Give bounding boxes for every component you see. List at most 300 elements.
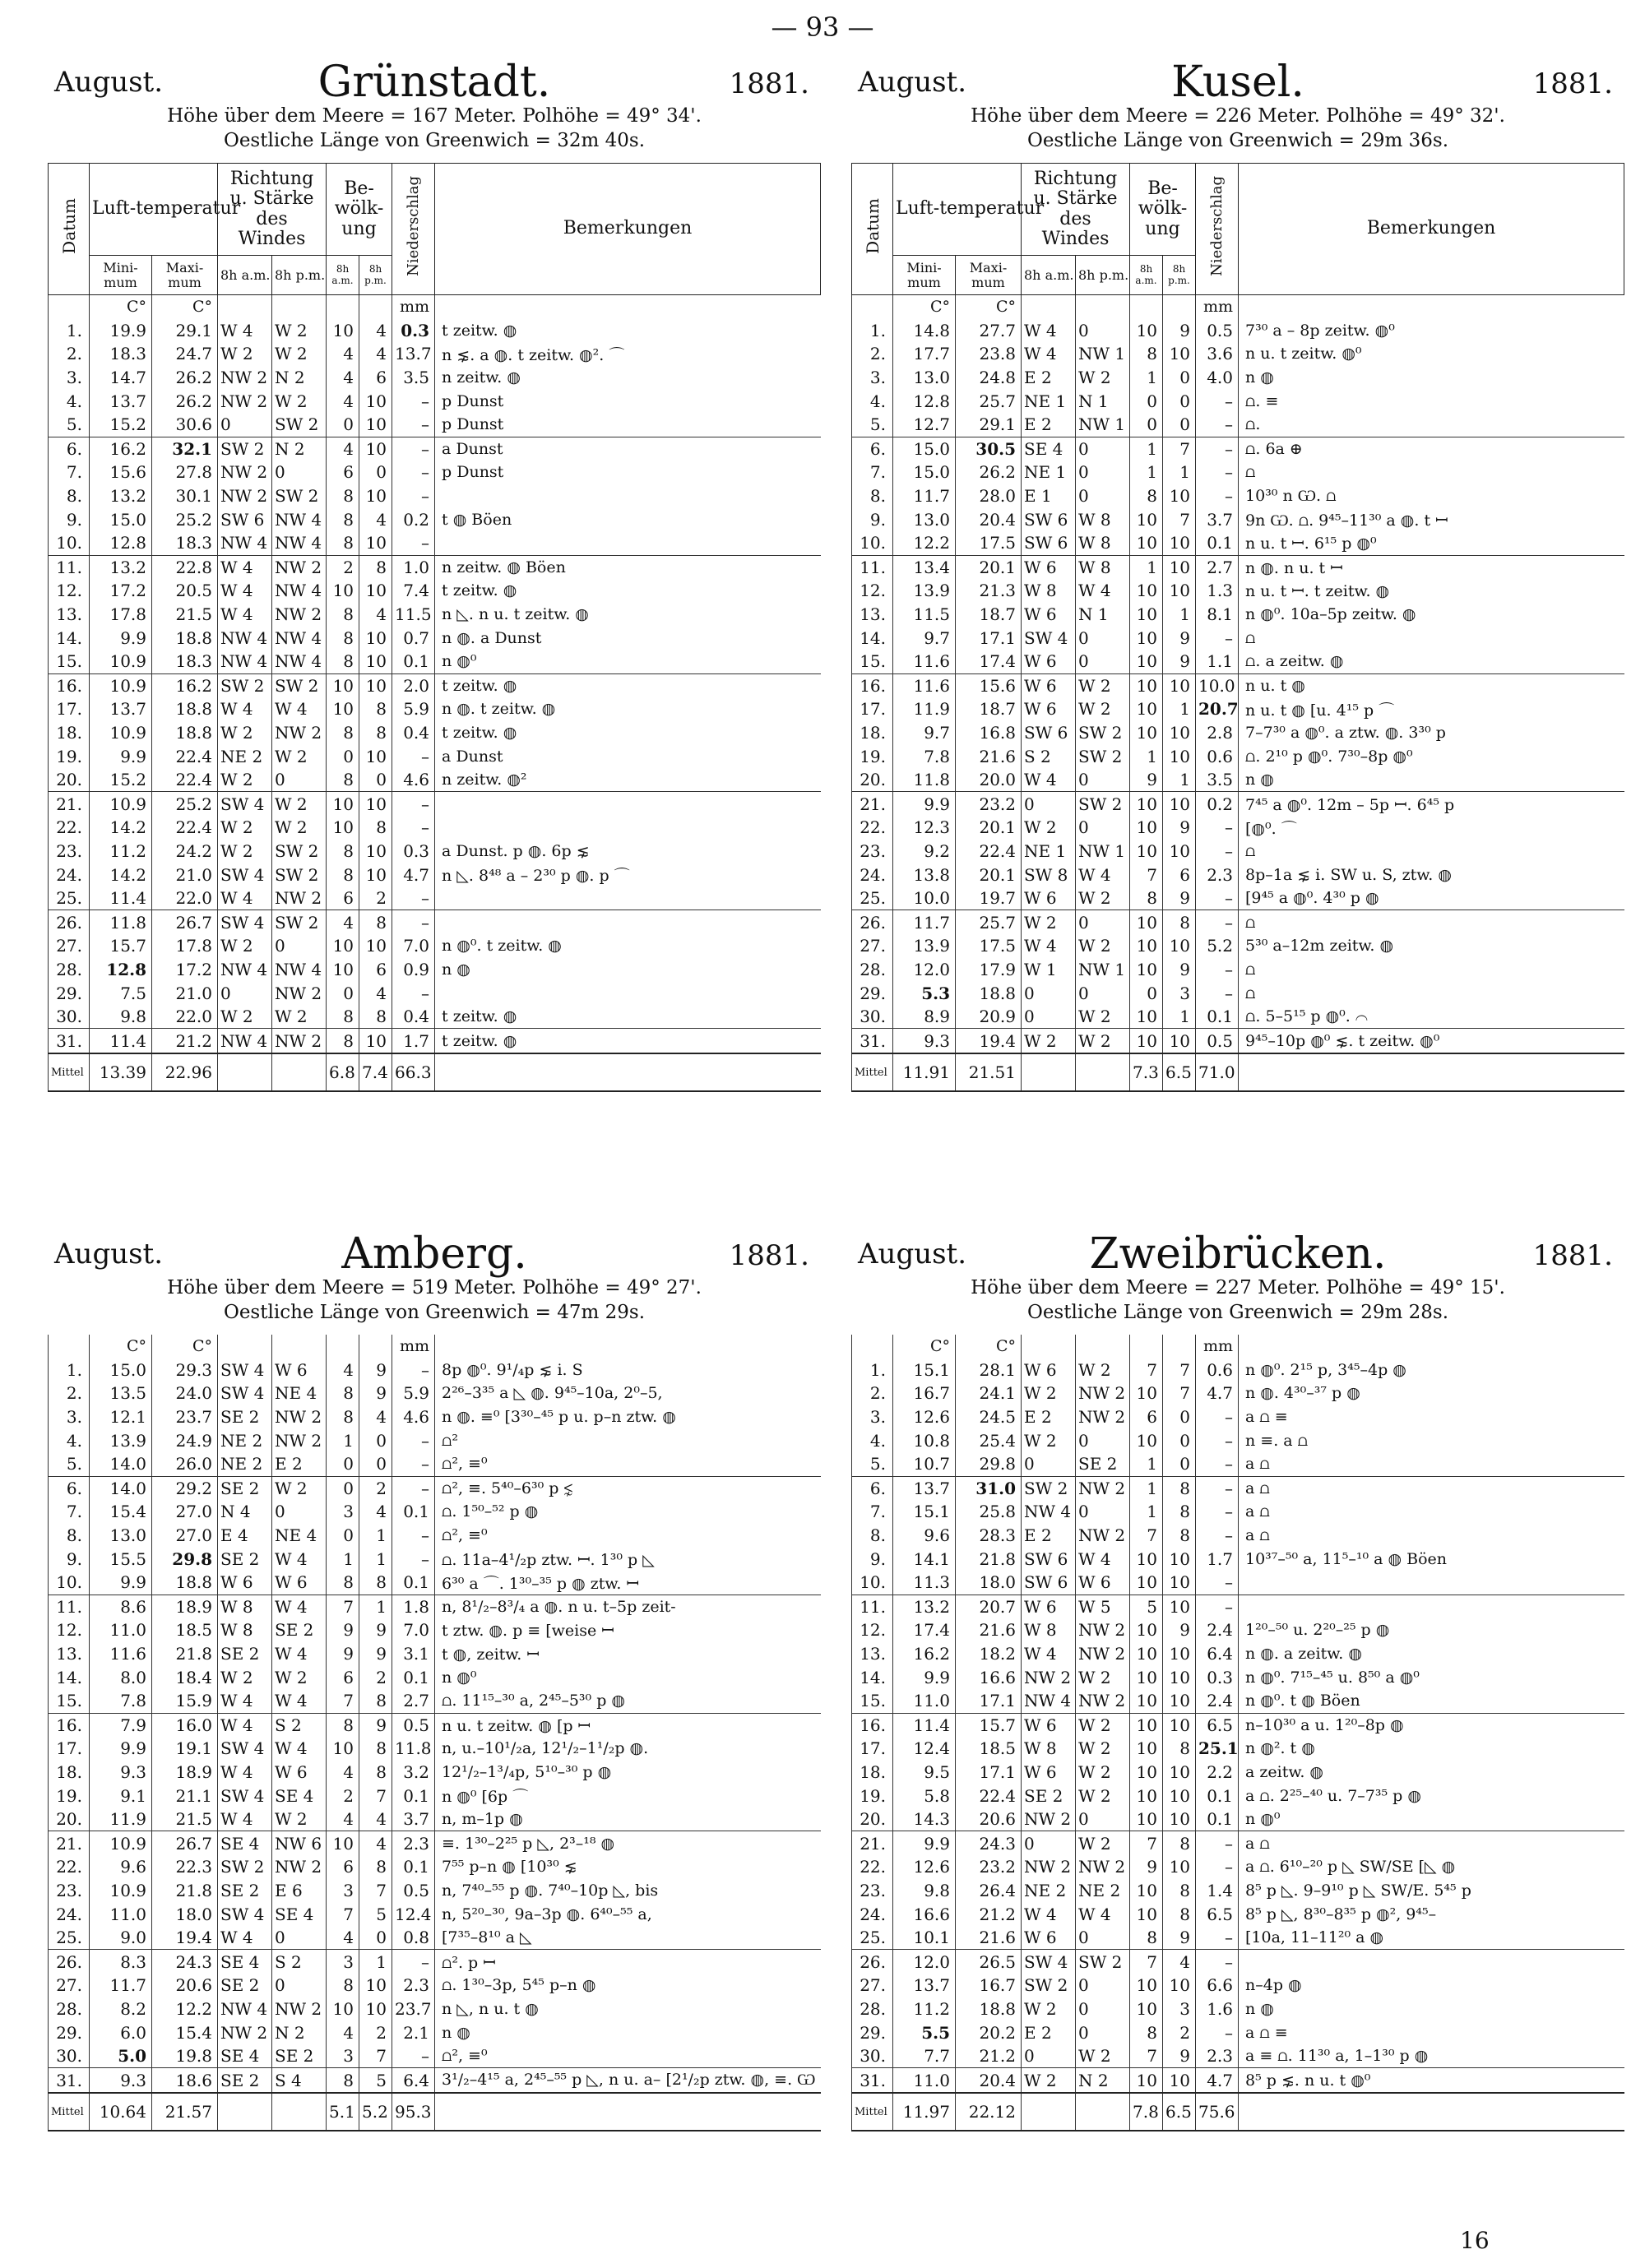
precip-cell: –	[1196, 1595, 1239, 1618]
min-temp-cell: 11.8	[893, 768, 956, 792]
table-row	[49, 437, 821, 461]
cloud-am-cell: 10	[1130, 1997, 1163, 2021]
day-cell: 18.	[852, 1761, 893, 1784]
day-cell: 8.	[852, 484, 893, 508]
unit-celsius: C°	[90, 1335, 152, 1358]
precip-cell: –	[392, 792, 435, 816]
cloud-pm-cell: 4	[1163, 1950, 1196, 1974]
cloud-pm-cell: 10	[359, 1997, 392, 2021]
min-temp-cell: 12.6	[893, 1405, 956, 1429]
weather-table	[48, 1335, 821, 2131]
table-row	[852, 1713, 1625, 1737]
min-temp-cell: 17.2	[90, 579, 152, 603]
wind-pm-cell: NW 2	[272, 886, 327, 910]
table-row	[49, 579, 821, 603]
station-longitude: Oestliche Länge von Greenwich = 29m 28s.	[1026, 1302, 1449, 1323]
cloud-pm-cell: 10	[1163, 531, 1196, 555]
wind-pm-cell: NW 2	[272, 1855, 327, 1879]
remark-cell: a zeitw. ◍	[1239, 1761, 1625, 1784]
table-row	[49, 626, 821, 650]
wind-pm-cell: W 5	[1076, 1595, 1130, 1618]
day-cell: 22.	[49, 1855, 90, 1879]
table-row	[49, 1571, 822, 1595]
max-temp-cell: 20.4	[956, 2068, 1022, 2093]
table-row	[852, 840, 1624, 863]
cloud-am-cell: 10	[1130, 697, 1163, 721]
day-cell: 26.	[852, 910, 893, 934]
day-cell: 27.	[852, 934, 893, 958]
cloud-am-cell: 10	[1130, 1713, 1163, 1737]
wind-pm-cell: NW 4	[272, 579, 327, 603]
precip-cell: 1.8	[392, 1595, 435, 1618]
precip-cell: 10.0	[1196, 673, 1239, 697]
precip-cell: 1.3	[1196, 579, 1239, 603]
max-temp-cell: 17.5	[956, 934, 1022, 958]
max-temp-cell: 29.3	[152, 1358, 218, 1382]
day-cell: 15.	[49, 1689, 90, 1713]
day-cell: 21.	[49, 792, 90, 816]
wind-am-cell: 0	[1022, 1452, 1076, 1476]
wind-am-cell: SW 6	[1022, 1571, 1076, 1595]
cloud-am-cell: 10	[1130, 1571, 1163, 1595]
cloud-pm-cell: 10	[359, 1974, 392, 1997]
day-cell: 18.	[852, 721, 893, 745]
remark-cell: n ◍⁰. 10a–5p zeitw. ◍	[1239, 603, 1624, 627]
min-temp-cell: 12.3	[893, 816, 956, 840]
cloud-pm-cell: 4	[359, 507, 392, 531]
cloud-pm-cell: 0	[359, 461, 392, 484]
table-row	[49, 721, 821, 745]
remark-cell: a ⩍ ≡	[1239, 2020, 1625, 2044]
remark-cell: 8⁵ p ◺, 8³⁰–8³⁵ p ◍², 9⁴⁵–	[1239, 1902, 1625, 1926]
wind-am-cell: NW 2	[218, 2020, 272, 2044]
cloud-am-cell: 10	[1130, 1902, 1163, 1926]
cloud-pm-cell: 2	[1163, 2020, 1196, 2044]
min-temp-cell: 10.9	[90, 673, 152, 697]
cloud-am-cell: 7	[1130, 1358, 1163, 1382]
cloud-pm-cell: 1	[359, 1547, 392, 1571]
min-temp-cell: 14.0	[90, 1476, 152, 1500]
cloud-pm-cell: 9	[1163, 650, 1196, 673]
precip-cell: –	[392, 1524, 435, 1548]
wind-pm-cell: W 4	[272, 697, 327, 721]
precip-cell: –	[392, 2044, 435, 2068]
day-cell: 1.	[49, 1358, 90, 1382]
wind-am-cell: W 6	[1022, 1713, 1076, 1737]
day-cell: 22.	[852, 1855, 893, 1879]
precip-cell: 2.7	[392, 1689, 435, 1713]
cloud-am-cell: 10	[1130, 1005, 1163, 1029]
min-temp-cell: 12.8	[90, 958, 152, 982]
cloud-am-cell: 0	[1130, 413, 1163, 437]
wind-am-cell: SE 4	[218, 1831, 272, 1855]
wind-am-cell: NE 1	[1022, 461, 1076, 484]
remark-cell: 8⁵ p ⋦. n u. t ◍⁰	[1239, 2068, 1625, 2093]
remark-cell	[1239, 1595, 1625, 1618]
max-temp-cell: 17.8	[152, 934, 218, 958]
col-wind: Richtung u. Stärke des Windes	[1022, 164, 1130, 256]
max-temp-cell: 18.8	[956, 1997, 1022, 2021]
cloud-am-cell: 10	[1130, 2068, 1163, 2093]
wind-pm-cell: 0	[272, 768, 327, 792]
wind-pm-cell: W 2	[272, 1476, 327, 1500]
wind-am-cell: NW 4	[218, 1029, 272, 1053]
precip-cell: 12.4	[392, 1902, 435, 1926]
wind-pm-cell: SW 2	[272, 484, 327, 508]
min-temp-cell: 13.2	[893, 1595, 956, 1618]
table-row	[852, 886, 1624, 910]
remark-cell: n ◍. n u. t ꟷ	[1239, 555, 1624, 579]
wind-am-cell: SW 4	[218, 863, 272, 886]
min-temp-cell: 11.4	[90, 886, 152, 910]
precip-cell: 0.1	[1196, 1784, 1239, 1807]
month-label: August.	[858, 1238, 967, 1271]
cloud-am-cell: 9	[1130, 768, 1163, 792]
table-row	[49, 650, 821, 673]
cloud-pm-cell: 10	[1163, 744, 1196, 768]
wind-pm-cell: W 8	[1076, 555, 1130, 579]
max-temp-cell: 20.0	[956, 768, 1022, 792]
table-row	[852, 507, 1624, 531]
wind-pm-cell: W 2	[1076, 1713, 1130, 1737]
wind-am-cell: SE 2	[218, 1642, 272, 1666]
wind-pm-cell: NW 2	[272, 603, 327, 627]
day-cell: 30.	[852, 1005, 893, 1029]
wind-am-cell: NW 4	[218, 650, 272, 673]
wind-pm-cell: SW 2	[272, 910, 327, 934]
table-row	[49, 1029, 821, 1053]
max-temp-cell: 19.4	[152, 1926, 218, 1950]
cloud-pm-cell: 10	[1163, 673, 1196, 697]
wind-pm-cell: W 2	[272, 744, 327, 768]
cloud-pm-cell: 10	[1163, 840, 1196, 863]
precip-cell: 0.5	[1196, 319, 1239, 343]
min-temp-cell: 5.3	[893, 981, 956, 1005]
wind-am-cell: W 2	[1022, 1029, 1076, 1053]
wind-am-cell: NW 4	[218, 531, 272, 555]
cloud-am-cell: 8	[327, 721, 359, 745]
col-wind: Richtung u. Stärke des Windes	[218, 164, 327, 256]
col-bew-am: 8h a.m.	[1130, 256, 1163, 295]
min-temp-cell: 7.5	[90, 981, 152, 1005]
max-temp-cell: 21.6	[956, 744, 1022, 768]
remark-cell: [◍⁰. ⌒	[1239, 816, 1624, 840]
day-cell: 5.	[852, 413, 893, 437]
max-temp-cell: 28.3	[956, 1524, 1022, 1548]
remark-cell: a Dunst. p ◍. 6p ⋦	[435, 840, 821, 863]
max-temp-cell: 22.0	[152, 1005, 218, 1029]
max-temp-cell: 22.4	[956, 1784, 1022, 1807]
cloud-pm-cell: 8	[359, 555, 392, 579]
day-cell: 14.	[852, 626, 893, 650]
station-elevation: Höhe über dem Meere = 167 Meter. Polhöhe = 49° 34'.	[167, 105, 702, 127]
min-temp-cell: 13.0	[90, 1524, 152, 1548]
min-temp-cell: 7.7	[893, 2044, 956, 2068]
wind-am-cell: W 6	[1022, 697, 1076, 721]
remark-cell: ⩍. 6a ⊕	[1239, 437, 1624, 461]
day-cell: 9.	[49, 507, 90, 531]
remark-cell: 6³⁰ a ⌒. 1³⁰–³⁵ p ◍ ztw. ꟷ	[435, 1571, 822, 1595]
col-luft: Luft-temperatur	[893, 164, 1022, 256]
min-temp-cell: 15.1	[893, 1500, 956, 1524]
cloud-am-cell: 7	[1130, 863, 1163, 886]
cloud-am-cell: 10	[327, 958, 359, 982]
mean-remark-cell	[435, 1053, 821, 1091]
min-temp-cell: 8.2	[90, 1997, 152, 2021]
unit-celsius: C°	[152, 295, 218, 319]
unit-celsius: C°	[90, 295, 152, 319]
cloud-pm-cell: 10	[1163, 1689, 1196, 1713]
day-cell: 3.	[852, 1405, 893, 1429]
max-temp-cell: 21.6	[956, 1618, 1022, 1642]
min-temp-cell: 16.7	[893, 1382, 956, 1405]
table-row	[49, 2020, 822, 2044]
cloud-am-cell: 7	[1130, 2044, 1163, 2068]
day-cell: 7.	[49, 1500, 90, 1524]
min-temp-cell: 13.0	[893, 507, 956, 531]
min-temp-cell: 11.2	[893, 1997, 956, 2021]
cloud-pm-cell: 10	[359, 863, 392, 886]
precip-cell: 4.0	[1196, 366, 1239, 390]
remark-cell: 8⁵ p ◺. 9–9¹⁰ p ◺ SW/E. 5⁴⁵ p	[1239, 1879, 1625, 1903]
precip-cell: 6.4	[1196, 1642, 1239, 1666]
min-temp-cell: 13.7	[90, 389, 152, 413]
max-temp-cell: 18.0	[152, 1902, 218, 1926]
cloud-pm-cell: 10	[1163, 1761, 1196, 1784]
cloud-am-cell: 10	[1130, 1784, 1163, 1807]
table-row	[852, 1547, 1625, 1571]
wind-pm-cell: W 4	[272, 1595, 327, 1618]
max-temp-cell: 15.4	[152, 2020, 218, 2044]
day-cell: 12.	[49, 1618, 90, 1642]
wind-pm-cell: S 2	[272, 1713, 327, 1737]
precip-cell: 0.5	[392, 1713, 435, 1737]
max-temp-cell: 18.2	[956, 1642, 1022, 1666]
cloud-pm-cell: 0	[1163, 389, 1196, 413]
min-temp-cell: 13.9	[893, 579, 956, 603]
cloud-pm-cell: 10	[359, 579, 392, 603]
wind-am-cell: SW 4	[218, 792, 272, 816]
min-temp-cell: 9.9	[893, 1831, 956, 1855]
table-row	[49, 342, 821, 366]
table-row	[49, 1642, 822, 1666]
wind-pm-cell: W 2	[272, 1005, 327, 1029]
month-label: August.	[54, 1238, 164, 1271]
cloud-pm-cell: 0	[1163, 1452, 1196, 1476]
day-cell: 31.	[49, 2068, 90, 2093]
cloud-am-cell: 8	[327, 2068, 359, 2093]
day-cell: 23.	[852, 1879, 893, 1903]
cloud-am-cell: 10	[1130, 1737, 1163, 1761]
wind-am-cell: NE 1	[1022, 389, 1076, 413]
precip-cell: 3.2	[392, 1761, 435, 1784]
precip-cell: –	[392, 1950, 435, 1974]
remark-cell: t zeitw. ◍	[435, 1029, 821, 1053]
remark-cell: ⩍². p ꟷ	[435, 1950, 822, 1974]
wind-pm-cell: W 4	[1076, 579, 1130, 603]
table-row	[852, 1358, 1625, 1382]
col-bew: Be-wölk-ung	[327, 164, 392, 256]
cloud-pm-cell: 9	[359, 1642, 392, 1666]
remark-cell: [9⁴⁵ a ◍⁰. 4³⁰ p ◍	[1239, 886, 1624, 910]
min-temp-cell: 9.3	[90, 1761, 152, 1784]
wind-pm-cell: 0	[1076, 1428, 1130, 1452]
mean-min-temp-cell: 11.91	[893, 1053, 956, 1091]
remark-cell: n, m–1p ◍	[435, 1807, 822, 1831]
table-row	[49, 1807, 822, 1831]
wind-pm-cell: NW 4	[272, 507, 327, 531]
max-temp-cell: 19.7	[956, 886, 1022, 910]
cloud-pm-cell: 0	[359, 1428, 392, 1452]
remark-cell: a Dunst	[435, 744, 821, 768]
cloud-am-cell: 4	[327, 1761, 359, 1784]
cloud-pm-cell: 2	[359, 886, 392, 910]
cloud-pm-cell: 8	[1163, 1737, 1196, 1761]
max-temp-cell: 31.0	[956, 1476, 1022, 1500]
max-temp-cell: 16.8	[956, 721, 1022, 745]
cloud-am-cell: 0	[327, 981, 359, 1005]
table-row	[49, 1855, 822, 1879]
remark-cell: n ◍⁰. t ◍ Böen	[1239, 1689, 1625, 1713]
precip-cell: –	[1196, 1405, 1239, 1429]
min-temp-cell: 11.0	[893, 2068, 956, 2093]
remark-cell: t zeitw. ◍	[435, 1005, 821, 1029]
mean-row	[852, 2093, 1625, 2131]
wind-pm-cell: W 2	[1076, 1665, 1130, 1689]
wind-pm-cell: NW 2	[272, 1428, 327, 1452]
table-row	[49, 2068, 822, 2093]
cloud-am-cell: 3	[327, 1950, 359, 1974]
max-temp-cell: 22.4	[152, 816, 218, 840]
remark-cell: n ◍	[1239, 768, 1624, 792]
table-row	[49, 1926, 822, 1950]
remark-cell: ⩍. 11a–4¹/₂p ztw. ꟷ. 1³⁰ p ◺	[435, 1547, 822, 1571]
table-row	[852, 1974, 1625, 1997]
wind-pm-cell: W 2	[1076, 1029, 1130, 1053]
station-elevation: Höhe über dem Meere = 519 Meter. Polhöhe = 49° 27'.	[167, 1277, 702, 1298]
mean-min-temp-cell: 10.64	[90, 2093, 152, 2131]
wind-pm-cell: W 4	[272, 1737, 327, 1761]
max-temp-cell: 18.6	[152, 2068, 218, 2093]
precip-cell: –	[1196, 484, 1239, 508]
remark-cell	[435, 981, 821, 1005]
wind-pm-cell: NW 2	[1076, 1476, 1130, 1500]
table-row	[49, 1950, 822, 1974]
min-temp-cell: 11.0	[893, 1689, 956, 1713]
max-temp-cell: 21.2	[152, 1029, 218, 1053]
max-temp-cell: 18.7	[956, 697, 1022, 721]
cloud-pm-cell: 0	[359, 768, 392, 792]
month-label: August.	[858, 66, 967, 99]
cloud-am-cell: 7	[1130, 1524, 1163, 1548]
day-cell: 12.	[852, 1618, 893, 1642]
cloud-am-cell: 4	[327, 389, 359, 413]
max-temp-cell: 17.5	[956, 531, 1022, 555]
remark-cell: n, u.–10¹/₂a, 12¹/₂–1¹/₂p ◍.	[435, 1737, 822, 1761]
cloud-am-cell: 7	[1130, 1950, 1163, 1974]
wind-pm-cell: NE 4	[272, 1382, 327, 1405]
wind-am-cell: SW 6	[1022, 1547, 1076, 1571]
precip-cell: –	[1196, 1428, 1239, 1452]
max-temp-cell: 17.1	[956, 1761, 1022, 1784]
min-temp-cell: 13.7	[893, 1974, 956, 1997]
wind-am-cell: NE 2	[218, 744, 272, 768]
cloud-pm-cell: 10	[359, 626, 392, 650]
remark-cell: ⩍. 11¹⁵–³⁰ a, 2⁴⁵–5³⁰ p ◍	[435, 1689, 822, 1713]
day-cell: 12.	[852, 579, 893, 603]
table-row	[852, 2044, 1625, 2068]
table-row	[49, 744, 821, 768]
precip-cell: 0.2	[392, 507, 435, 531]
max-temp-cell: 18.3	[152, 650, 218, 673]
day-cell: 17.	[49, 1737, 90, 1761]
remark-cell: a ⩍	[1239, 1500, 1625, 1524]
wind-am-cell: 0	[1022, 1831, 1076, 1855]
table-row	[852, 366, 1624, 390]
precip-cell: –	[1196, 1950, 1239, 1974]
wind-am-cell: NW 4	[218, 626, 272, 650]
precip-cell: –	[1196, 981, 1239, 1005]
wind-pm-cell: SW 2	[1076, 1950, 1130, 1974]
cloud-pm-cell: 7	[359, 2044, 392, 2068]
table-row	[49, 531, 821, 555]
wind-pm-cell: NW 2	[272, 721, 327, 745]
cloud-pm-cell: 10	[359, 934, 392, 958]
remark-cell	[435, 792, 821, 816]
max-temp-cell: 32.1	[152, 437, 218, 461]
min-temp-cell: 15.0	[893, 461, 956, 484]
wind-am-cell: SW 4	[1022, 626, 1076, 650]
wind-am-cell: W 4	[1022, 768, 1076, 792]
table-row	[49, 366, 821, 390]
day-cell: 17.	[852, 697, 893, 721]
precip-cell: –	[1196, 816, 1239, 840]
wind-am-cell: SW 2	[1022, 1974, 1076, 1997]
remark-cell	[1239, 1571, 1625, 1595]
table-row	[852, 555, 1624, 579]
table-row	[852, 1950, 1625, 1974]
min-temp-cell: 12.8	[893, 389, 956, 413]
day-cell: 13.	[49, 603, 90, 627]
wind-pm-cell: NE 4	[272, 1524, 327, 1548]
wind-am-cell: W 4	[218, 886, 272, 910]
remark-cell: n–4p ◍	[1239, 1974, 1625, 1997]
col-bew-pm: 8h p.m.	[359, 256, 392, 295]
unit-celsius: C°	[893, 1335, 956, 1358]
max-temp-cell: 16.2	[152, 673, 218, 697]
wind-pm-cell: 0	[1076, 437, 1130, 461]
day-cell: 11.	[49, 1595, 90, 1618]
day-cell: 11.	[852, 555, 893, 579]
day-cell: 30.	[49, 1005, 90, 1029]
cloud-am-cell: 3	[327, 2044, 359, 2068]
cloud-pm-cell: 10	[1163, 1665, 1196, 1689]
max-temp-cell: 26.4	[956, 1879, 1022, 1903]
cloud-pm-cell: 0	[1163, 1405, 1196, 1429]
cloud-am-cell: 8	[327, 484, 359, 508]
wind-am-cell: W 6	[1022, 1926, 1076, 1950]
remark-cell: t zeitw. ◍	[435, 579, 821, 603]
precip-cell: 2.1	[392, 2020, 435, 2044]
day-cell: 10.	[852, 531, 893, 555]
day-cell: 5.	[852, 1452, 893, 1476]
table-row	[852, 437, 1624, 461]
mean-cloud-am-cell: 7.3	[1130, 1053, 1163, 1091]
day-cell: 27.	[49, 1974, 90, 1997]
precip-cell: –	[1196, 1831, 1239, 1855]
remark-cell: n ◍. ≡⁰ [3³⁰–⁴⁵ p u. p–n ztw. ◍	[435, 1405, 822, 1429]
station-zweibruecken	[851, 1229, 1624, 2131]
